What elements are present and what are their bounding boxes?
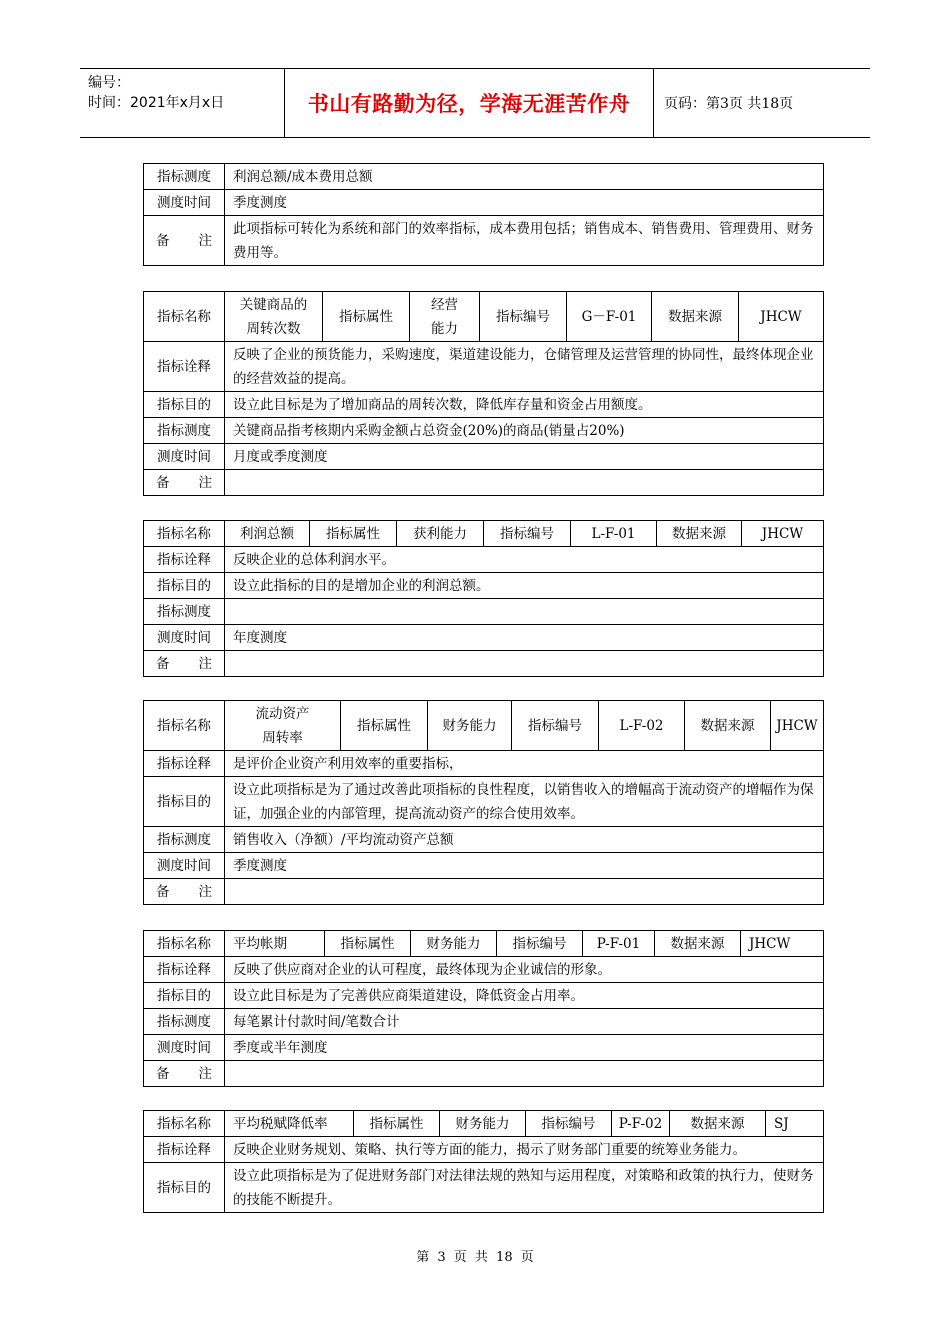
indicator-table-average-payment-period bbox=[143, 930, 824, 1087]
row-label: 测度时间 bbox=[144, 625, 225, 651]
attr-label: 指标属性 bbox=[341, 701, 428, 751]
code-label: 指标编号 bbox=[484, 521, 571, 547]
cell-value: 季度或半年测度 bbox=[225, 1035, 824, 1061]
indicator-attr: 获利能力 bbox=[397, 521, 484, 547]
header-motto: 书山有路勤为径，学海无涯苦作舟 bbox=[307, 91, 631, 116]
indicator-attr: 财务能力 bbox=[440, 1111, 526, 1137]
row-label: 指标测度 bbox=[144, 1009, 225, 1035]
attr-label: 指标属性 bbox=[325, 931, 411, 957]
indicator-code: P-F-01 bbox=[583, 931, 655, 957]
indicator-source: JHCW bbox=[741, 931, 824, 957]
cell-value: 设立此项指标是为了通过改善此项指标的良性程度，以销售收入的增幅高于流动资产的增幅作为保证，加强企业的内部管理，提高流动资产的综合使用效率。 bbox=[225, 777, 824, 827]
row-label: 指标诠释 bbox=[144, 751, 225, 777]
cell-value: 设立此目标是为了增加商品的周转次数，降低库存量和资金占用额度。 bbox=[225, 392, 824, 418]
row-label: 指标测度 bbox=[144, 164, 225, 190]
cell-value: 反映企业的总体利润水平。 bbox=[225, 547, 824, 573]
row-label: 测度时间 bbox=[144, 1035, 225, 1061]
code-label: 指标编号 bbox=[526, 1111, 612, 1137]
row-label: 指标目的 bbox=[144, 1163, 225, 1213]
table-row bbox=[144, 444, 824, 470]
table-row bbox=[144, 521, 824, 547]
source-label: 数据来源 bbox=[670, 1111, 766, 1137]
table-row bbox=[144, 1163, 824, 1213]
table-row bbox=[144, 651, 824, 677]
cell-value bbox=[225, 599, 824, 625]
row-label: 指标诠释 bbox=[144, 1137, 225, 1163]
cell-value bbox=[225, 879, 824, 905]
table-row bbox=[144, 625, 824, 651]
table-row bbox=[144, 216, 824, 266]
row-label: 备 注 bbox=[144, 1061, 225, 1087]
indicator-table-total-profit bbox=[143, 520, 824, 677]
cell-value: 年度测度 bbox=[225, 625, 824, 651]
table-row bbox=[144, 853, 824, 879]
indicator-code: P-F-02 bbox=[612, 1111, 670, 1137]
table-row bbox=[144, 599, 824, 625]
code-label: 指标编号 bbox=[480, 292, 567, 342]
indicator-attr: 财务能力 bbox=[411, 931, 497, 957]
indicator-source: JHCW bbox=[742, 521, 824, 547]
source-label: 数据来源 bbox=[655, 931, 741, 957]
table-row bbox=[144, 292, 824, 342]
attr-label: 指标属性 bbox=[323, 292, 410, 342]
row-label: 指标目的 bbox=[144, 392, 225, 418]
source-label: 数据来源 bbox=[652, 292, 739, 342]
table-row bbox=[144, 751, 824, 777]
code-label: 指标编号 bbox=[512, 701, 599, 751]
indicator-code: L-F-02 bbox=[599, 701, 685, 751]
row-label: 指标名称 bbox=[144, 292, 225, 342]
row-label: 指标目的 bbox=[144, 777, 225, 827]
cell-value: 每笔累计付款时间/笔数合计 bbox=[225, 1009, 824, 1035]
row-label: 指标名称 bbox=[144, 931, 225, 957]
cell-value bbox=[225, 651, 824, 677]
cell-value bbox=[225, 1061, 824, 1087]
row-label: 指标测度 bbox=[144, 599, 225, 625]
indicator-table-profit-cost-ratio bbox=[143, 163, 824, 266]
doc-number-label: 编号： bbox=[88, 75, 130, 91]
header-meta bbox=[88, 73, 288, 113]
table-row bbox=[144, 392, 824, 418]
code-label: 指标编号 bbox=[497, 931, 583, 957]
indicator-name: 利润总额 bbox=[225, 521, 310, 547]
indicator-source: JHCW bbox=[771, 701, 824, 751]
indicator-code: G－F-01 bbox=[567, 292, 652, 342]
table-row bbox=[144, 1137, 824, 1163]
table-row bbox=[144, 1009, 824, 1035]
table-row bbox=[144, 418, 824, 444]
row-label: 指标测度 bbox=[144, 418, 225, 444]
cell-value: 销售收入（净额）/平均流动资产总额 bbox=[225, 827, 824, 853]
indicator-attr: 经营 能力 bbox=[410, 292, 480, 342]
row-label: 指标名称 bbox=[144, 1111, 225, 1137]
cell-value: 关键商品指考核期内采购金额占总资金(20%)的商品(销量占20%) bbox=[225, 418, 824, 444]
row-label: 备 注 bbox=[144, 216, 225, 266]
table-row bbox=[144, 573, 824, 599]
row-label: 测度时间 bbox=[144, 853, 225, 879]
cell-value: 反映了供应商对企业的认可程度，最终体现为企业诚信的形象。 bbox=[225, 957, 824, 983]
cell-value: 月度或季度测度 bbox=[225, 444, 824, 470]
row-label: 备 注 bbox=[144, 879, 225, 905]
table-row bbox=[144, 190, 824, 216]
cell-value: 反映了企业的预货能力，采购速度，渠道建设能力，仓储管理及运营管理的协同性，最终体现企业的经营效益的提高。 bbox=[225, 342, 824, 392]
row-label: 指标诠释 bbox=[144, 342, 225, 392]
row-label: 指标名称 bbox=[144, 701, 225, 751]
row-label: 指标名称 bbox=[144, 521, 225, 547]
table-row bbox=[144, 1111, 824, 1137]
row-label: 测度时间 bbox=[144, 190, 225, 216]
row-label: 指标诠释 bbox=[144, 957, 225, 983]
row-label: 备 注 bbox=[144, 470, 225, 496]
table-row bbox=[144, 342, 824, 392]
indicator-name: 平均帐期 bbox=[225, 931, 325, 957]
indicator-name: 关键商品的 周转次数 bbox=[225, 292, 323, 342]
indicator-table-current-asset-turnover bbox=[143, 700, 824, 905]
row-label: 备 注 bbox=[144, 651, 225, 677]
row-label: 指标测度 bbox=[144, 827, 225, 853]
cell-value: 季度测度 bbox=[225, 190, 824, 216]
page-header bbox=[80, 68, 870, 138]
header-page-number: 页码：第3页 共18页 bbox=[664, 96, 794, 112]
table-row bbox=[144, 1061, 824, 1087]
row-label: 测度时间 bbox=[144, 444, 225, 470]
cell-value: 设立此指标的目的是增加企业的利润总额。 bbox=[225, 573, 824, 599]
table-row bbox=[144, 701, 824, 751]
indicator-name: 流动资产 周转率 bbox=[225, 701, 341, 751]
table-row bbox=[144, 547, 824, 573]
indicator-table-key-goods-turnover bbox=[143, 291, 824, 496]
table-row bbox=[144, 777, 824, 827]
indicator-code: L-F-01 bbox=[571, 521, 657, 547]
indicator-attr: 财务能力 bbox=[428, 701, 512, 751]
cell-value: 此项指标可转化为系统和部门的效率指标，成本费用包括；销售成本、销售费用、管理费用、财务费用等。 bbox=[225, 216, 824, 266]
row-label: 指标诠释 bbox=[144, 547, 225, 573]
table-row bbox=[144, 931, 824, 957]
indicator-table-tax-reduction-rate bbox=[143, 1110, 824, 1213]
cell-value bbox=[225, 470, 824, 496]
row-label: 指标目的 bbox=[144, 983, 225, 1009]
row-label: 指标目的 bbox=[144, 573, 225, 599]
table-row bbox=[144, 1035, 824, 1061]
page-footer: 第 3 页 共 18 页 bbox=[416, 1250, 534, 1265]
header-divider bbox=[653, 69, 654, 137]
table-row bbox=[144, 164, 824, 190]
table-row bbox=[144, 879, 824, 905]
cell-value: 季度测度 bbox=[225, 853, 824, 879]
attr-label: 指标属性 bbox=[310, 521, 397, 547]
cell-value: 反映企业财务规划、策略、执行等方面的能力，揭示了财务部门重要的统筹业务能力。 bbox=[225, 1137, 824, 1163]
indicator-name: 平均税赋降低率 bbox=[225, 1111, 354, 1137]
table-row bbox=[144, 470, 824, 496]
indicator-source: SJ bbox=[766, 1111, 824, 1137]
cell-value: 设立此目标是为了完善供应商渠道建设，降低资金占用率。 bbox=[225, 983, 824, 1009]
source-label: 数据来源 bbox=[657, 521, 742, 547]
doc-date: 时间：2021年x月x日 bbox=[88, 95, 225, 111]
table-row bbox=[144, 957, 824, 983]
table-row bbox=[144, 827, 824, 853]
indicator-source: JHCW bbox=[739, 292, 824, 342]
table-row bbox=[144, 983, 824, 1009]
cell-value: 设立此项指标是为了促进财务部门对法律法规的熟知与运用程度，对策略和政策的执行力，使财务的技能不断提升。 bbox=[225, 1163, 824, 1213]
cell-value: 是评价企业资产利用效率的重要指标， bbox=[225, 751, 824, 777]
attr-label: 指标属性 bbox=[354, 1111, 440, 1137]
cell-value: 利润总额/成本费用总额 bbox=[225, 164, 824, 190]
source-label: 数据来源 bbox=[685, 701, 771, 751]
